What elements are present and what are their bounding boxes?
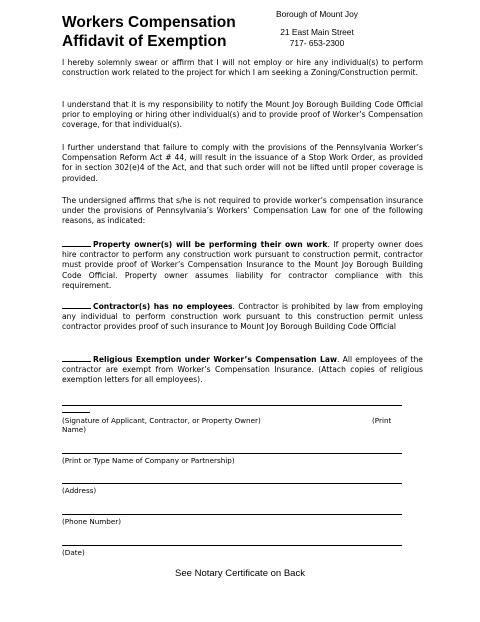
paragraph-1: I hereby solemnly swear or affirm that I will not employ or hire any individual(s) to perform construction work related to the project for which I am seeking a Zoning/Construction permit. (62, 58, 423, 78)
signature-line-short (62, 412, 90, 413)
borough-address: 21 East Main Street (280, 27, 354, 37)
option-contractor (62, 300, 423, 333)
title-line-1: Workers Compensation (62, 14, 236, 31)
borough-name: Borough of Mount Joy (276, 9, 358, 19)
option-3-bold: Religious Exemption under Worker’s Compensation Law (93, 355, 337, 364)
option-property-owner (62, 238, 423, 291)
date-line[interactable] (62, 545, 402, 546)
address-line[interactable] (62, 483, 402, 484)
phone-line[interactable] (62, 514, 402, 515)
phone-label: (Phone Number) (62, 517, 122, 526)
option-3-text: . All employees of the contractor are exempt from Worker’s Compensation Insurance. (Attach copies of religious exemption letters for all employees). (62, 355, 423, 385)
option-2-text: . Contractor is prohibited by law from employing any individual to perform construction work pursuant to this construction permit unless contractor provides proof of such insurance to Mount Joy Borough Building Code Official (62, 302, 423, 332)
title-line-2: Affidavit of Exemption (62, 33, 227, 50)
checkbox-blank-1[interactable] (62, 238, 91, 247)
signature-label: (Signature of Applicant, Contractor, or Property Owner) (62, 416, 261, 425)
print-name-label-cont: Name) (62, 425, 87, 434)
address-label: (Address) (62, 486, 97, 495)
paragraph-4: The undersigned affirms that s/he is not required to provide worker’s compensation insurance under the provisions of Pennsylvania’s Workers’ Compensation Law for one of the following reasons, as indicated: (62, 196, 423, 226)
signature-line[interactable] (62, 405, 402, 406)
document-title (62, 13, 272, 51)
company-name-label: (Print or Type Name of Company or Partnership) (62, 456, 235, 465)
option-1-text: . If property owner does hire contractor to perform any construction work pursuant to construction permit, contractor must provide proof of Worker’s Compensation Insurance to the Mount Joy Borough Building Code Official. Property owner assumes liability for contractor compliance with this requirement. (62, 240, 423, 290)
company-name-line[interactable] (62, 453, 402, 454)
checkbox-blank-3[interactable] (62, 353, 91, 362)
option-1-bold: Property owner(s) will be performing their own work (93, 240, 328, 249)
date-label: (Date) (62, 548, 85, 557)
notary-footer: See Notary Certificate on Back (175, 568, 305, 579)
option-2-bold: Contractor(s) has no employees (93, 302, 233, 311)
print-name-label: (Print (372, 416, 392, 425)
paragraph-2: I understand that it is my responsibility to notify the Mount Joy Borough Building Code Official prior to employing or hiring other individual(s) and to provide proof of Worker’s Compensation coverage, for that individual(s). (62, 100, 423, 130)
option-religious (62, 353, 423, 386)
paragraph-3: I further understand that failure to comply with the provisions of the Pennsylvania Worker’s Compensation Reform Act # 44, will result in the issuance of a Stop Work Order, as provided for in section 302(e)4 of the Act, and that such order will not be lifted until proper coverage is provided. (62, 143, 423, 183)
borough-phone: 717- 653-2300 (289, 38, 345, 48)
checkbox-blank-2[interactable] (62, 300, 91, 309)
